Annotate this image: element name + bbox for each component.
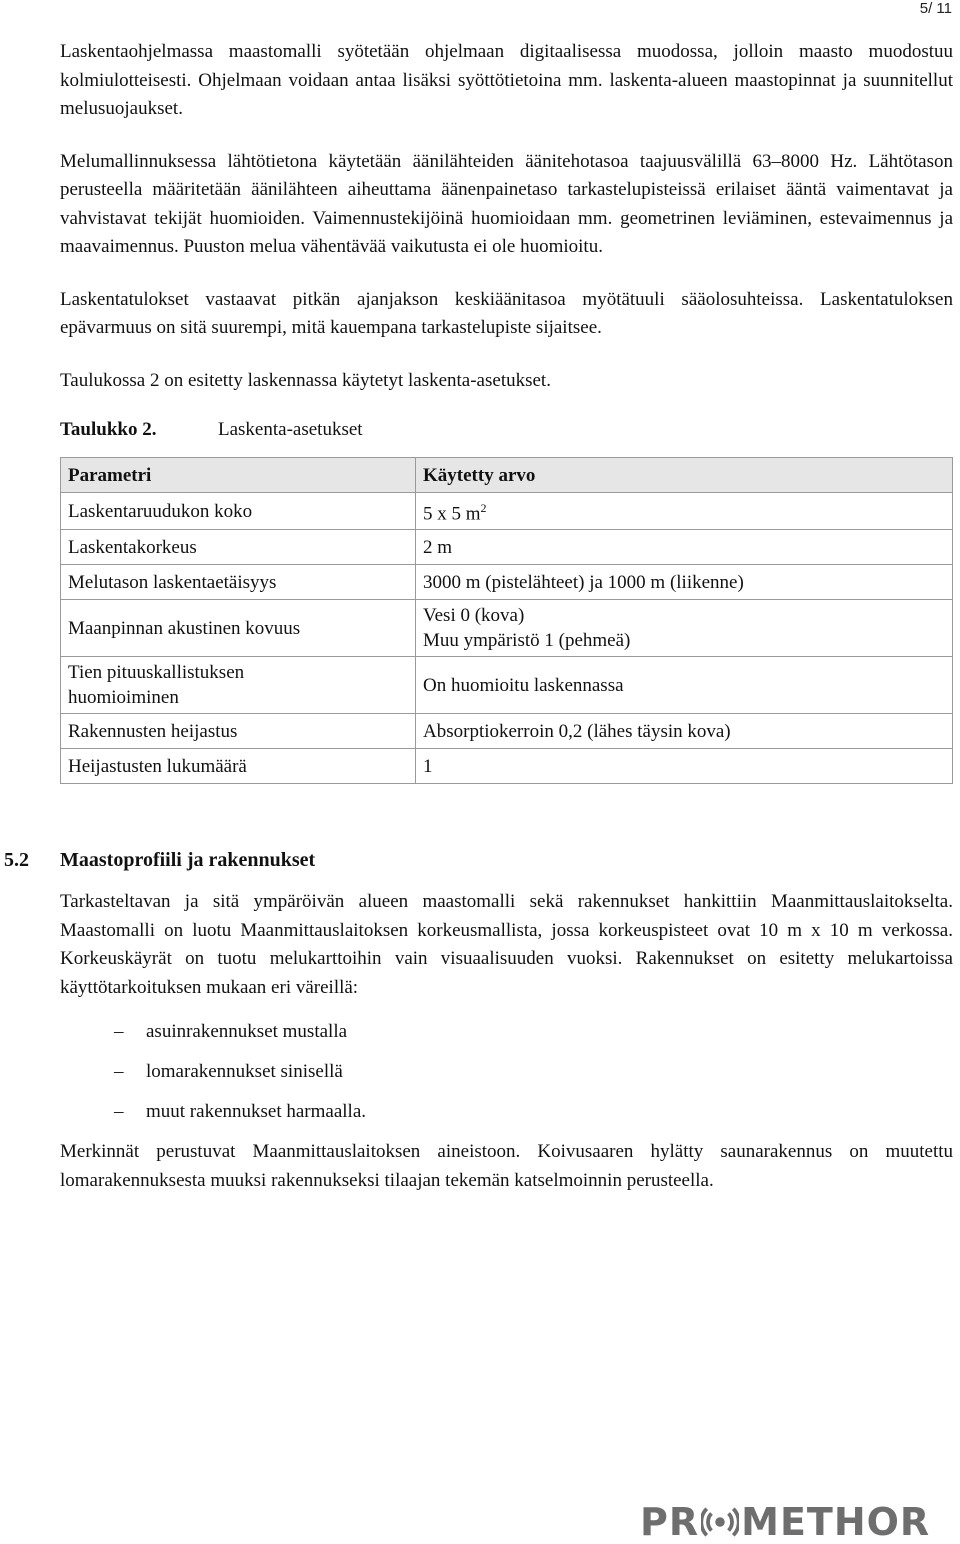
value-cell: 1 (416, 749, 953, 784)
list-item (60, 1098, 953, 1126)
param-cell: Rakennusten heijastus (61, 714, 416, 749)
list-item-text: asuinrakennukset mustalla (146, 1021, 348, 1042)
table-row (61, 493, 953, 530)
table-row (61, 749, 953, 784)
section-title: Maastoprofiili ja rakennukset (60, 849, 316, 871)
value-cell (416, 493, 953, 530)
paragraph-data-source: Merkinnät perustuvat Maanmittauslaitoksen aineistoon. Koivusaaren hylätty saunarakennus on muutettu lomarakennuksesta muuksi rakennukseksi tilaajan tekemän katselmoinnin perusteella. (60, 1141, 953, 1191)
header-parameter: Parametri (61, 458, 416, 493)
building-color-list (60, 1018, 953, 1126)
table-row (61, 600, 953, 657)
param-cell: Heijastusten lukumäärä (61, 749, 416, 784)
table-row (61, 565, 953, 600)
list-item (60, 1018, 953, 1046)
param-line: huomioiminen (68, 687, 179, 709)
signal-o-icon (701, 1503, 739, 1541)
param-cell: Maanpinnan akustinen kovuus (61, 600, 416, 657)
value-cell: Absorptiokerroin 0,2 (lähes täysin kova) (416, 714, 953, 749)
value-text: 5 x 5 m (423, 503, 481, 525)
section-number: 5.2 (4, 849, 29, 871)
dash-bullet: – (114, 1101, 124, 1122)
value-cell: 3000 m (pistelähteet) ja 1000 m (liikenne) (416, 565, 953, 600)
table-label: Taulukko 2. (60, 419, 157, 440)
list-item-text: muut rakennukset harmaalla. (146, 1101, 367, 1122)
param-cell: Melutason laskentaetäisyys (61, 565, 416, 600)
table-header-row (61, 458, 953, 493)
list-item-text: lomarakennukset sinisellä (146, 1061, 343, 1082)
dash-bullet: – (114, 1061, 124, 1082)
paragraph-results: Laskentatulokset vastaavat pitkän ajanjakson keskiäänitasoa myötätuuli sääolosuhteissa. Laskentatuloksen epävarmuus on sitä suurempi, mitä kauempana tarkastelupiste sijaitsee. (60, 288, 953, 338)
section-heading (4, 849, 315, 872)
table-caption (60, 419, 953, 441)
logo-text-start: PR (640, 1500, 700, 1544)
logo-text-end: METHOR (741, 1500, 931, 1544)
dash-bullet: – (114, 1021, 124, 1042)
table-row (61, 530, 953, 565)
param-line: Tien pituuskallistuksen (68, 662, 245, 684)
param-cell (61, 657, 416, 714)
header-value: Käytetty arvo (416, 458, 953, 493)
value-cell: 2 m (416, 530, 953, 565)
promethor-logo (640, 1500, 955, 1544)
section-body (60, 888, 953, 1195)
document-body (60, 38, 953, 784)
settings-table (60, 457, 953, 784)
paragraph-terrain-buildings: Tarkasteltavan ja sitä ympäröivän alueen maastomalli sekä rakennukset hankittiin Maanmittauslaitokselta. Maastomalli on luotu Maanmittauslaitoksen korkeusmallista, jossa korkeuspisteet ovat 10 m x 10 m verkossa. Korkeuskäyrät on tuotu melukarttoihin vain visuaalisuuden vuoksi. Rakennukset on esitetty melukartoissa käyttötarkoituksen mukaan eri väreillä: (60, 891, 953, 998)
value-line: Vesi 0 (kova) (423, 605, 525, 627)
table-row (61, 657, 953, 714)
paragraph-terrain-model: Laskentaohjelmassa maastomalli syötetään ohjelmaan digitaalisessa muodossa, jolloin maasto muodostuu kolmiulotteisesti. Ohjelmaan voidaan antaa lisäksi syöttötietoina mm. laskenta-alueen maastopinnat ja suunnitellut melusuojaukset. (60, 41, 953, 119)
paragraph-table-intro: Taulukossa 2 on esitetty laskennassa käytetyt laskenta-asetukset. (60, 369, 551, 391)
page-number: 5/ 11 (919, 0, 952, 17)
list-item (60, 1058, 953, 1086)
table-row (61, 714, 953, 749)
param-cell: Laskentakorkeus (61, 530, 416, 565)
superscript: 2 (480, 501, 487, 515)
value-cell (416, 600, 953, 657)
param-cell: Laskentaruudukon koko (61, 493, 416, 530)
value-cell: On huomioitu laskennassa (416, 657, 953, 714)
table-caption-text: Laskenta-asetukset (218, 419, 363, 440)
paragraph-source-levels: Melumallinnuksessa lähtötietona käytetään äänilähteiden äänitehotasoa taajuusvälillä 63–8000 Hz. Lähtötason perusteella määritetään äänilähteen aiheuttama äänenpainetaso tarkastelupisteissä erilaiset ääntä vaimentavat ja vahvistavat tekijät huomioiden. Vaimennustekijöinä huomioidaan mm. geometrinen leviäminen, estevaimennus ja maavaimennus. Puuston melua vähentävää vaikutusta ei ole huomioitu. (60, 150, 953, 257)
value-line: Muu ympäristö 1 (pehmeä) (423, 630, 631, 652)
